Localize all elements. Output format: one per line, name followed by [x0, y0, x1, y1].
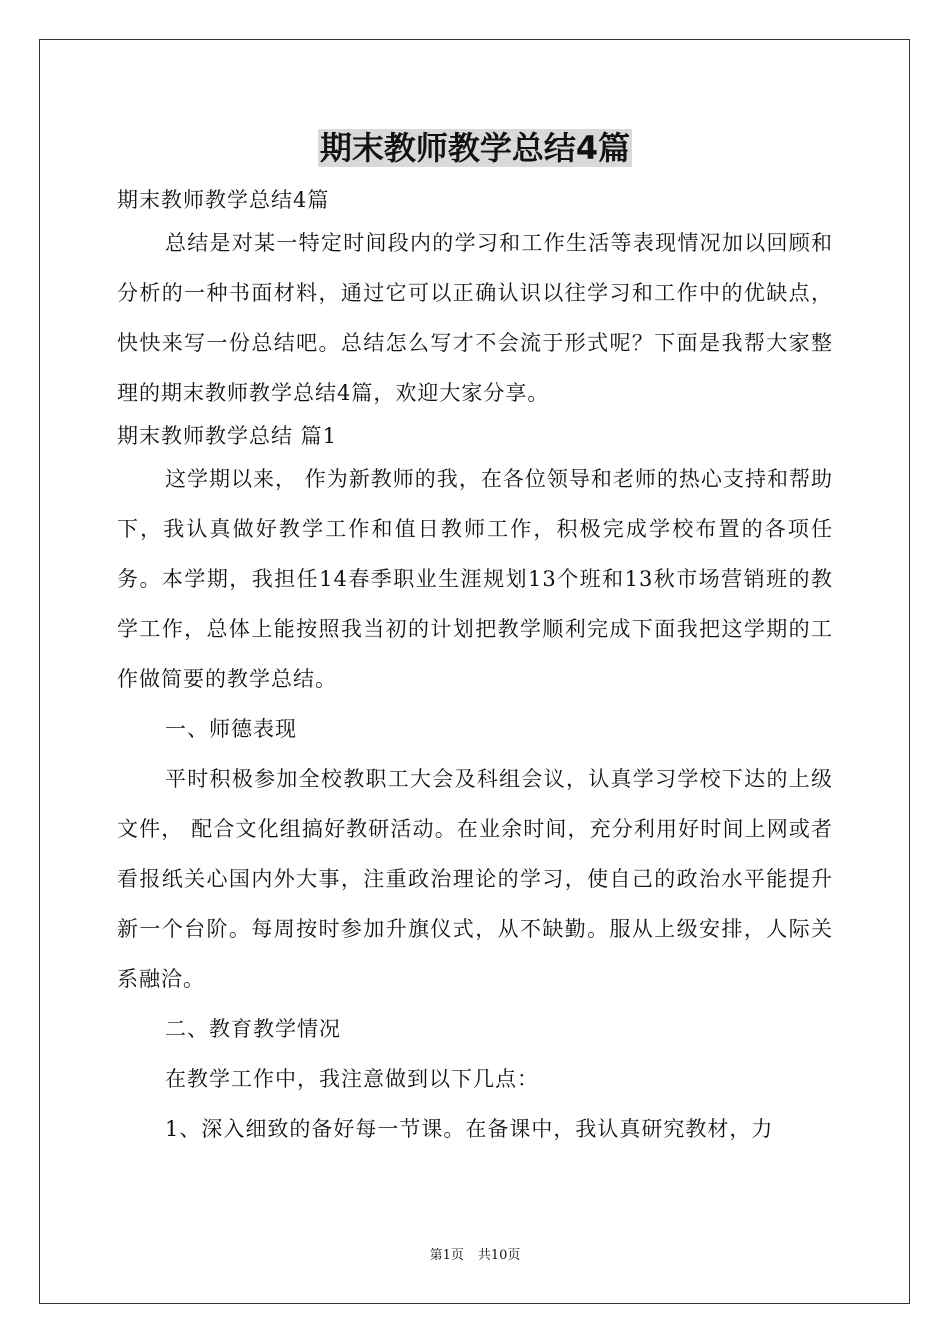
- body-paragraph: 平时积极参加全校教职工大会及科组会议，认真学习学校下达的上级文件， 配合文化组搞好教研活动。在业余时间，充分利用好时间上网或者看报纸关心国内外大事，注重政治理论的学习，使自己的政治水平能提升新一个台阶。每周按时参加升旗仪式，从不缺勤。服从上级安排，人际关系融洽。: [117, 767, 833, 991]
- section-heading-ethics: 一、师德表现: [165, 717, 297, 741]
- body-paragraph: 在教学工作中，我注意做到以下几点：: [165, 1067, 539, 1091]
- section-heading-teaching: 二、教育教学情况: [165, 1017, 341, 1041]
- page-footer: [0, 1247, 950, 1265]
- body-paragraph: 1、深入细致的备好每一节课。在备课中，我认真研究教材，力: [165, 1117, 774, 1141]
- document-body: [117, 182, 833, 1154]
- page-number: 第1页: [429, 1248, 464, 1263]
- section-heading-part-1: 期末教师教学总结 篇1: [117, 424, 338, 448]
- page-total: 共10页: [477, 1248, 521, 1263]
- body-paragraph: 这学期以来， 作为新教师的我，在各位领导和老师的热心支持和帮助下，我认真做好教学工作和值日教师工作，积极完成学校布置的各项任务。本学期，我担任14春季职业生涯规划13个班和13秋市场营销班的教学工作，总体上能按照我当初的计划把教学顺利完成下面我把这学期的工作做简要的教学总结。: [117, 467, 833, 691]
- document-title: [0, 126, 950, 170]
- document-title-text: 期末教师教学总结4篇: [319, 129, 631, 167]
- intro-paragraph: 总结是对某一特定时间段内的学习和工作生活等表现情况加以回顾和分析的一种书面材料，通过它可以正确认识以往学习和工作中的优缺点，快快来写一份总结吧。总结怎么写才不会流于形式呢？下面是我帮大家整理的期末教师教学总结4篇，欢迎大家分享。: [117, 231, 833, 405]
- subtitle-paragraph: 期末教师教学总结4篇: [117, 188, 330, 212]
